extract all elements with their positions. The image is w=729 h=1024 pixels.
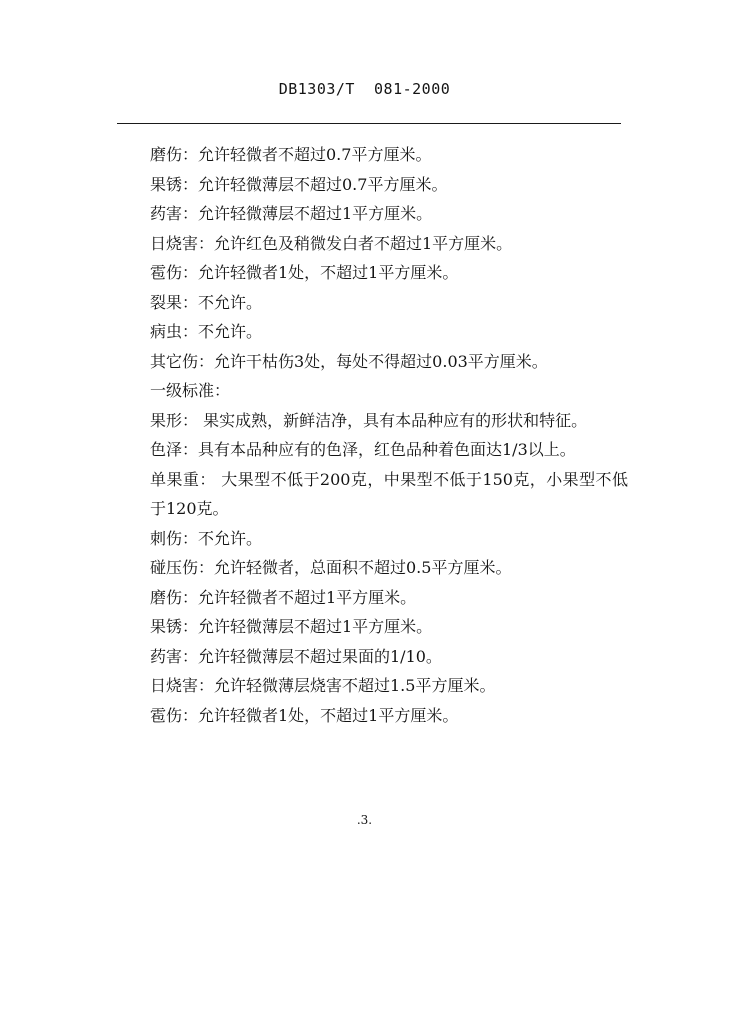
paragraph-color: 色泽：具有本品种应有的色泽，红色品种着色面达1/3以上。 — [150, 440, 576, 459]
paragraph-russet: 果锈：允许轻微薄层不超过0.7平方厘米。 — [150, 174, 448, 194]
paragraph-cracked-fruit: 裂果：不允许。 — [150, 292, 263, 312]
paragraph-chemical-damage-2: 药害：允许轻微薄层不超过果面的1/10。 — [150, 646, 442, 666]
paragraph-chemical-damage: 药害：允许轻微薄层不超过1平方厘米。 — [150, 204, 433, 223]
paragraph-fruit-shape: 果形： 果实成熟，新鲜洁净，具有本品种应有的形状和特征。 — [150, 410, 588, 430]
paragraph-russet-2: 果锈：允许轻微薄层不超过1平方厘米。 — [150, 617, 433, 636]
paragraph-abrasion: 磨伤：允许轻微者不超过0.7平方厘米。 — [150, 145, 432, 164]
paragraph-hail-damage-2: 雹伤：允许轻微者1处，不超过1平方厘米。 — [150, 705, 459, 725]
paragraph-pests: 病虫：不允许。 — [150, 322, 263, 341]
paragraph-fruit-weight: 单果重： 大果型不低于200克，中果型不低于150克，小果型不低于120克。 — [150, 469, 628, 518]
header-rule — [117, 123, 621, 124]
page-number: .3. — [356, 813, 373, 827]
paragraph-sunburn-2: 日烧害：允许轻微薄层烧害不超过1.5平方厘米。 — [150, 676, 496, 695]
document-body — [116, 140, 628, 730]
paragraph-bruise: 碰压伤：允许轻微者，总面积不超过0.5平方厘米。 — [150, 558, 512, 577]
paragraph-other-damage: 其它伤：允许干枯伤3处，每处不得超过0.03平方厘米。 — [150, 351, 548, 371]
document-code-header: DB1303/T 081-2000 — [278, 80, 451, 98]
paragraph-abrasion-2: 磨伤：允许轻微者不超过1平方厘米。 — [150, 587, 417, 607]
paragraph-sunburn: 日烧害：允许红色及稍微发白者不超过1平方厘米。 — [150, 233, 513, 253]
paragraph-puncture: 刺伤：不允许。 — [150, 528, 263, 548]
section-heading-grade-one: 一级标准： — [150, 381, 231, 400]
paragraph-hail-damage: 雹伤：允许轻微者1处，不超过1平方厘米。 — [150, 263, 459, 282]
